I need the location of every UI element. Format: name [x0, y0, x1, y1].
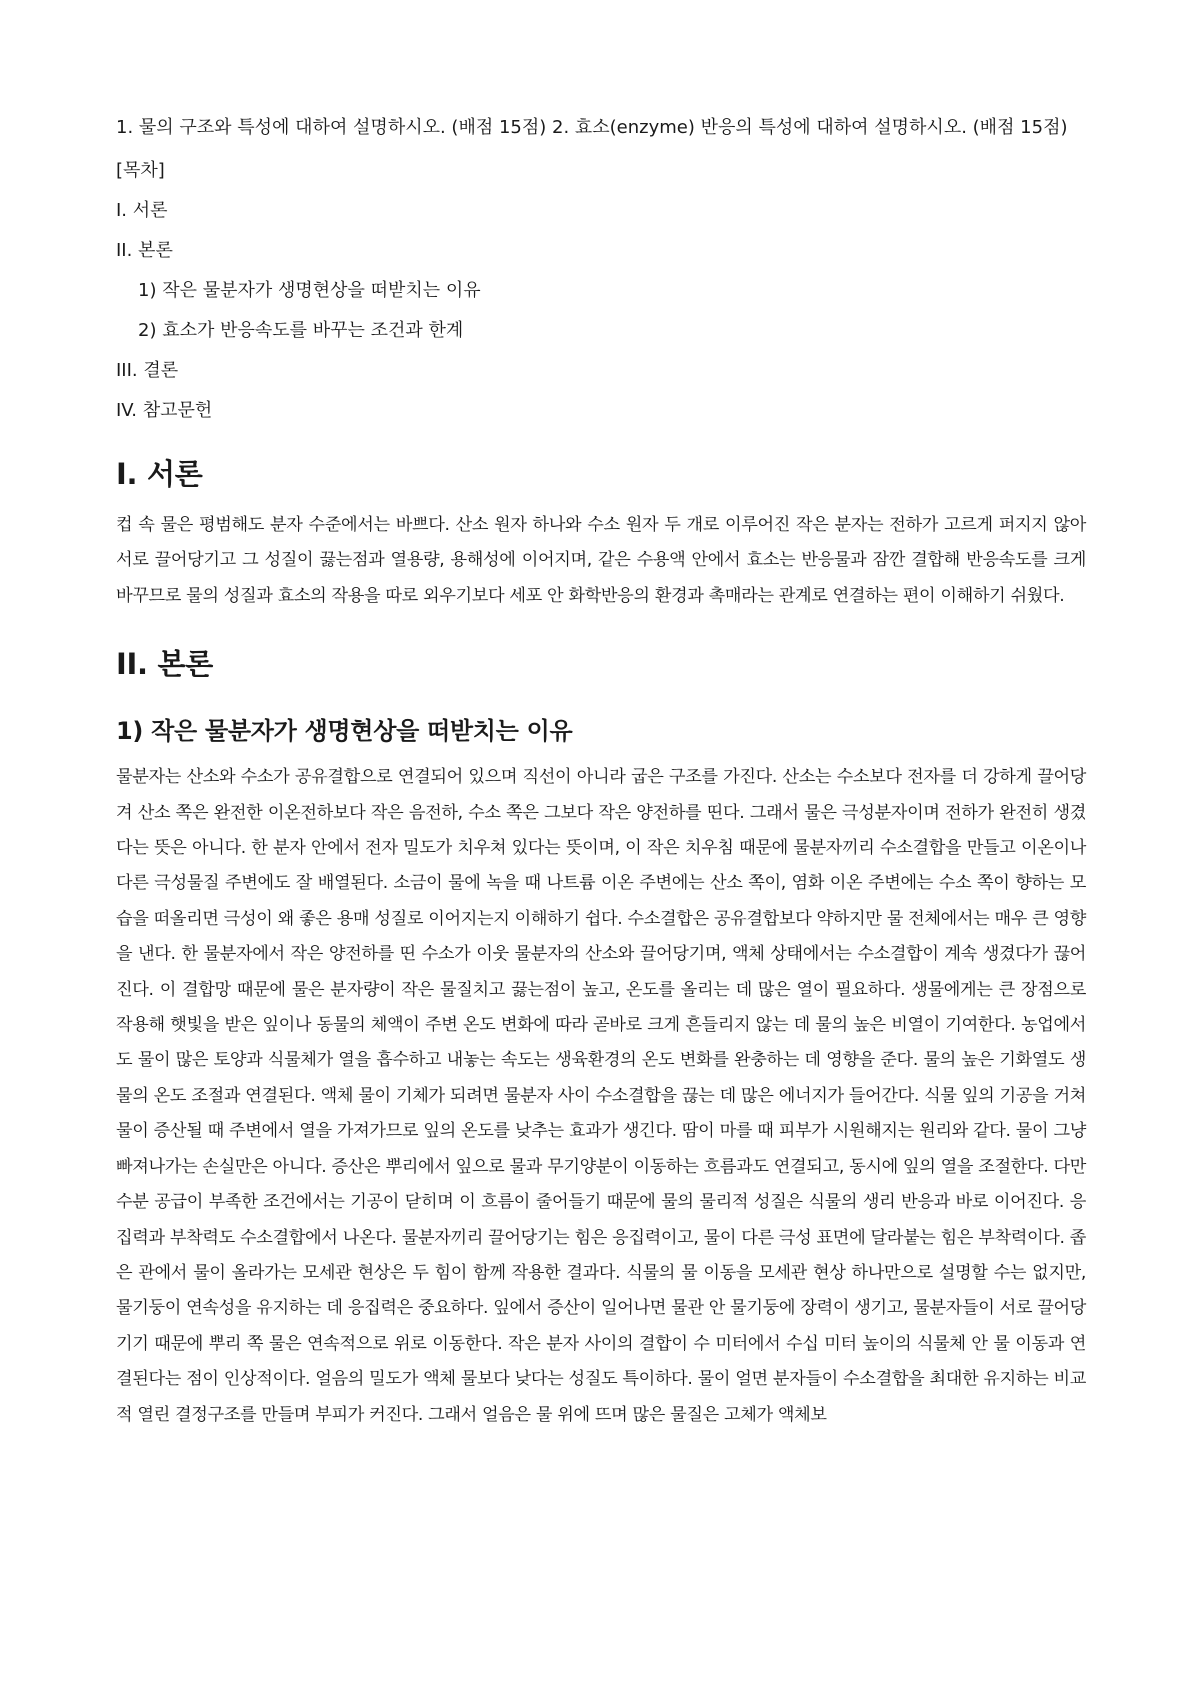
body-heading: II. 본론: [116, 647, 213, 682]
toc-item-conclusion: III. 결론: [116, 360, 179, 381]
toc-title: [목차]: [116, 160, 165, 181]
document-page: [116, 112, 1086, 1433]
toc-item-references: IV. 참고문헌: [116, 400, 213, 421]
toc-item-body-sub1: 1) 작은 물분자가 생명현상을 떠받치는 이유: [138, 280, 481, 301]
table-of-contents: [116, 158, 1086, 424]
intro-heading: I. 서론: [116, 457, 203, 491]
assignment-question: 1. 물의 구조와 특성에 대하여 설명하시오. (배점 15점) 2. 효소(enzyme) 반응의 특성에 대하여 설명하시오. (배점 15점): [116, 117, 1068, 138]
toc-item-body-sub2: 2) 효소가 반응속도를 바꾸는 조건과 한계: [138, 320, 464, 341]
toc-list: [116, 198, 1086, 424]
intro-paragraph: 컵 속 물은 평범해도 분자 수준에서는 바쁘다. 산소 원자 하나와 수소 원자 두 개로 이루어진 작은 분자는 전하가 고르게 퍼지지 않아 서로 끌어당기고 그 성질이 끓는점과 열용량, 용해성에 이어지며, 같은 수용액 안에서 효소는 반응물과 잠깐 결합해 반응속도를 크게 바꾸므로 물의 성질과 효소의 작용을 따로 외우기보다 세포 안 화학반응의 환경과 촉매라는 관계로 연결하는 편이 이해하기 쉬웠다.: [116, 515, 1086, 606]
toc-item-intro: I. 서론: [116, 200, 168, 221]
body-sub1-heading: 1) 작은 물분자가 생명현상을 떠받치는 이유: [116, 717, 573, 746]
body-sub1-paragraph: 물분자는 산소와 수소가 공유결합으로 연결되어 있으며 직선이 아니라 굽은 구조를 가진다. 산소는 수소보다 전자를 더 강하게 끌어당겨 산소 쪽은 완전한 이온전하보다 작은 음전하, 수소 쪽은 그보다 작은 양전하를 띤다. 그래서 물은 극성분자이며 전하가 완전히 생겼다는 뜻은 아니다. 한 분자 안에서 전자 밀도가 치우쳐 있다는 뜻이며, 이 작은 치우침 때문에 물분자끼리 수소결합을 만들고 이온이나 다른 극성물질 주변에도 잘 배열된다. 소금이 물에 녹을 때 나트륨 이온 주변에는 산소 쪽이, 염화 이온 주변에는 수소 쪽이 향하는 모습을 떠올리면 극성이 왜 좋은 용매 성질로 이어지는지 이해하기 쉽다. 수소결합은 공유결합보다 약하지만 물 전체에서는 매우 큰 영향을 낸다. 한 물분자에서 작은 양전하를 띤 수소가 이웃 물분자의 산소와 끌어당기며, 액체 상태에서는 수소결합이 계속 생겼다가 끊어진다. 이 결합망 때문에 물은 분자량이 작은 물질치고 끓는점이 높고, 온도를 올리는 데 많은 열이 필요하다. 생물에게는 큰 장점으로 작용해 햇빛을 받은 잎이나 동물의 체액이 주변 온도 변화에 따라 곧바로 크게 흔들리지 않는 데 물의 높은 비열이 기여한다. 농업에서도 물이 많은 토양과 식물체가 열을 흡수하고 내놓는 속도는 생육환경의 온도 변화를 완충하는 데 영향을 준다. 물의 높은 기화열도 생물의 온도 조절과 연결된다. 액체 물이 기체가 되려면 물분자 사이 수소결합을 끊는 데 많은 에너지가 들어간다. 식물 잎의 기공을 거쳐 물이 증산될 때 주변에서 열을 가져가므로 잎의 온도를 낮추는 효과가 생긴다. 땀이 마를 때 피부가 시원해지는 원리와 같다. 물이 그냥 빠져나가는 손실만은 아니다. 증산은 뿌리에서 잎으로 물과 무기양분이 이동하는 흐름과도 연결되고, 동시에 잎의 열을 조절한다. 다만 수분 공급이 부족한 조건에서는 기공이 닫히며 이 흐름이 줄어들기 때문에 물의 물리적 성질은 식물의 생리 반응과 바로 이어진다. 응집력과 부착력도 수소결합에서 나온다. 물분자끼리 끌어당기는 힘은 응집력이고, 물이 다른 극성 표면에 달라붙는 힘은 부착력이다. 좁은 관에서 물이 올라가는 모세관 현상은 두 힘이 함께 작용한 결과다. 식물의 물 이동을 모세관 현상 하나만으로 설명할 수는 없지만, 물기둥이 연속성을 유지하는 데 응집력은 중요하다. 잎에서 증산이 일어나면 물관 안 물기둥에 장력이 생기고, 물분자들이 서로 끌어당기기 때문에 뿌리 쪽 물은 연속적으로 위로 이동한다. 작은 분자 사이의 결합이 수 미터에서 수십 미터 높이의 식물체 안 물 이동과 연결된다는 점이 인상적이다. 얼음의 밀도가 액체 물보다 낮다는 성질도 특이하다. 물이 얼면 분자들이 수소결합을 최대한 유지하는 비교적 열린 결정구조를 만들며 부피가 커진다. 그래서 얼음은 물 위에 뜨며 많은 물질은 고체가 액체보: [116, 767, 1086, 1425]
toc-item-body: II. 본론: [116, 240, 173, 261]
